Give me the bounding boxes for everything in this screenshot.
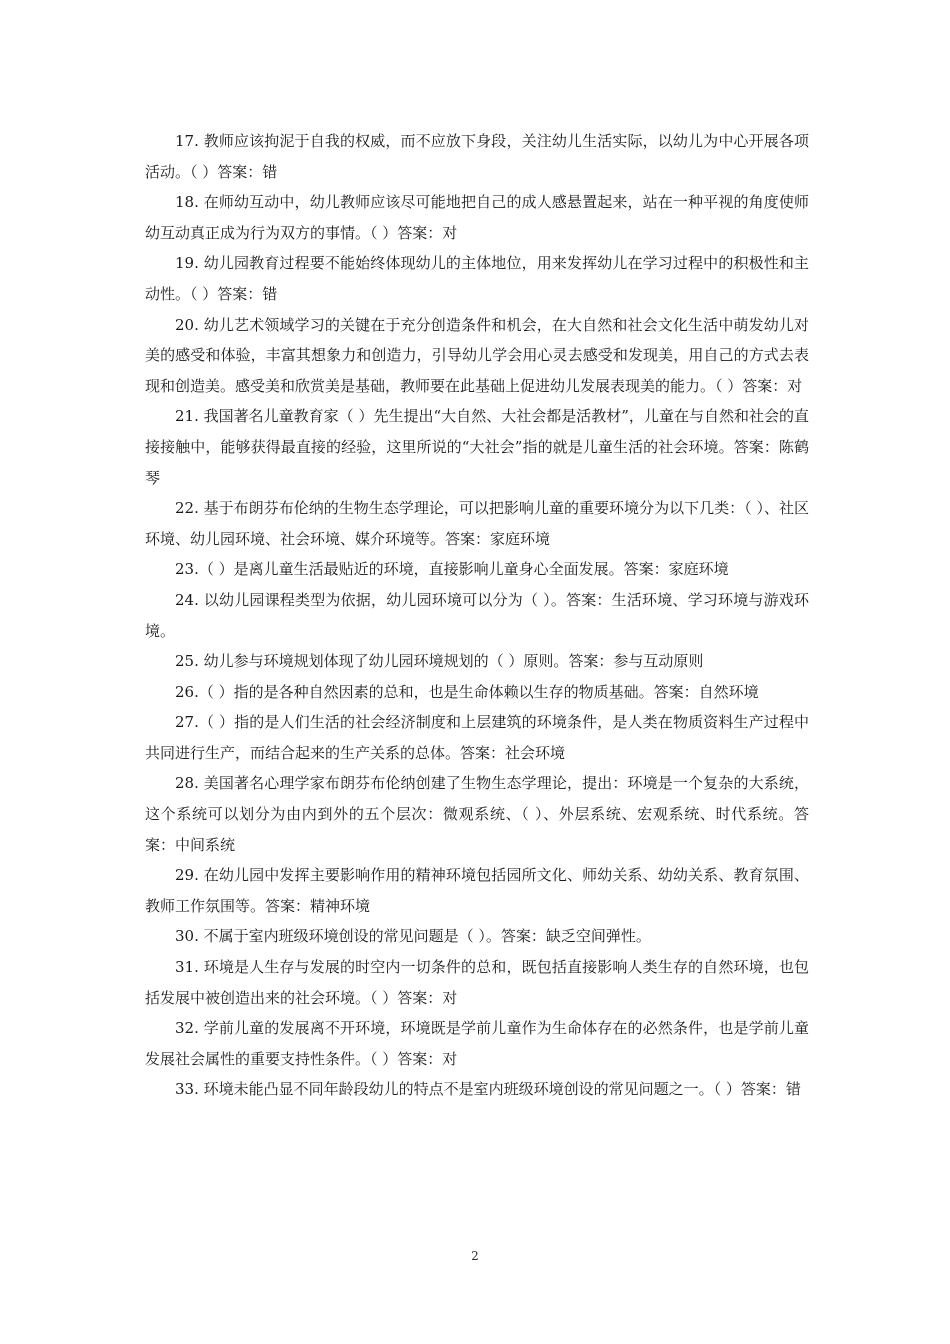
question-item: 24. 以幼儿园课程类型为依据，幼儿园环境可以分为（ ）。答案：生活环境、学习环境与游戏环境。 [145, 590, 809, 640]
question-item: 19. 幼儿园教育过程要不能始终体现幼儿的主体地位，用来发挥幼儿在学习过程中的积极性和主动性。（ ）答案：错 [145, 254, 809, 303]
question-item: 23.（ ）是离儿童生活最贴近的环境，直接影响儿童身心全面发展。答案：家庭环境 [175, 560, 729, 579]
question-item: 30. 不属于室内班级环境创设的常见问题是（ ）。答案：缺乏空间弹性。 [175, 927, 651, 946]
question-item: 27.（ ）指的是人们生活的社会经济制度和上层建筑的环境条件，是人类在物质资料生产过程中共同进行生产，而结合起来的生产关系的总体。答案：社会环境 [145, 713, 809, 762]
question-item: 29. 在幼儿园中发挥主要影响作用的精神环境包括园所文化、师幼关系、幼幼关系、教育氛围、教师工作氛围等。答案：精神环境 [145, 866, 809, 915]
question-list [145, 126, 809, 1105]
question-item: 18. 在师幼互动中，幼儿教师应该尽可能地把自己的成人感悬置起来，站在一种平视的角度使师幼互动真正成为行为双方的事情。（ ）答案：对 [145, 193, 809, 242]
question-item: 28. 美国著名心理学家布朗芬布伦纳创建了生物生态学理论，提出：环境是一个复杂的大系统，这个系统可以划分为由内到外的五个层次：微观系统、（ ）、外层系统、宏观系统、时代系统。答案：中间系统 [145, 774, 809, 854]
question-item: 22. 基于布朗芬布伦纳的生物生态学理论，可以把影响儿童的重要环境分为以下几类：（ ）、社区环境、幼儿园环境、社会环境、媒介环境等。答案：家庭环境 [145, 499, 809, 548]
page-number: 2 [471, 1249, 479, 1263]
question-item: 31. 环境是人生存与发展的时空内一切条件的总和，既包括直接影响人类生存的自然环境，也包括发展中被创造出来的社会环境。（ ）答案：对 [145, 958, 809, 1007]
question-item: 32. 学前儿童的发展离不开环境，环境既是学前儿童作为生命体存在的必然条件，也是学前儿童发展社会属性的重要支持性条件。（ ）答案：对 [145, 1019, 809, 1068]
question-item: 21. 我国著名儿童教育家（ ）先生提出“大自然、大社会都是活教材”，儿童在与自然和社会的直接接触中，能够获得最直接的经验，这里所说的“大社会”指的就是儿童生活的社会环境。答案：陈鹤琴 [145, 407, 809, 487]
question-item: 26.（ ）指的是各种自然因素的总和，也是生命体赖以生存的物质基础。答案：自然环境 [175, 682, 759, 701]
question-item: 20. 幼儿艺术领域学习的关键在于充分创造条件和机会，在大自然和社会文化生活中萌发幼儿对美的感受和体验，丰富其想象力和创造力，引导幼儿学会用心灵去感受和发现美，用自己的方式去表现和创造美。感受美和欣赏美是基础，教师要在此基础上促进幼儿发展表现美的能力。（ ）答案：对 [145, 315, 809, 395]
question-item: 17. 教师应该拘泥于自我的权威，而不应放下身段，关注幼儿生活实际，以幼儿为中心开展各项活动。（ ）答案：错 [145, 132, 809, 181]
question-item: 25. 幼儿参与环境规划体现了幼儿园环境规划的（ ）原则。答案：参与互动原则 [175, 652, 704, 671]
question-item: 33. 环境未能凸显不同年龄段幼儿的特点不是室内班级环境创设的常见问题之一。（ ）答案：错 [175, 1080, 801, 1099]
